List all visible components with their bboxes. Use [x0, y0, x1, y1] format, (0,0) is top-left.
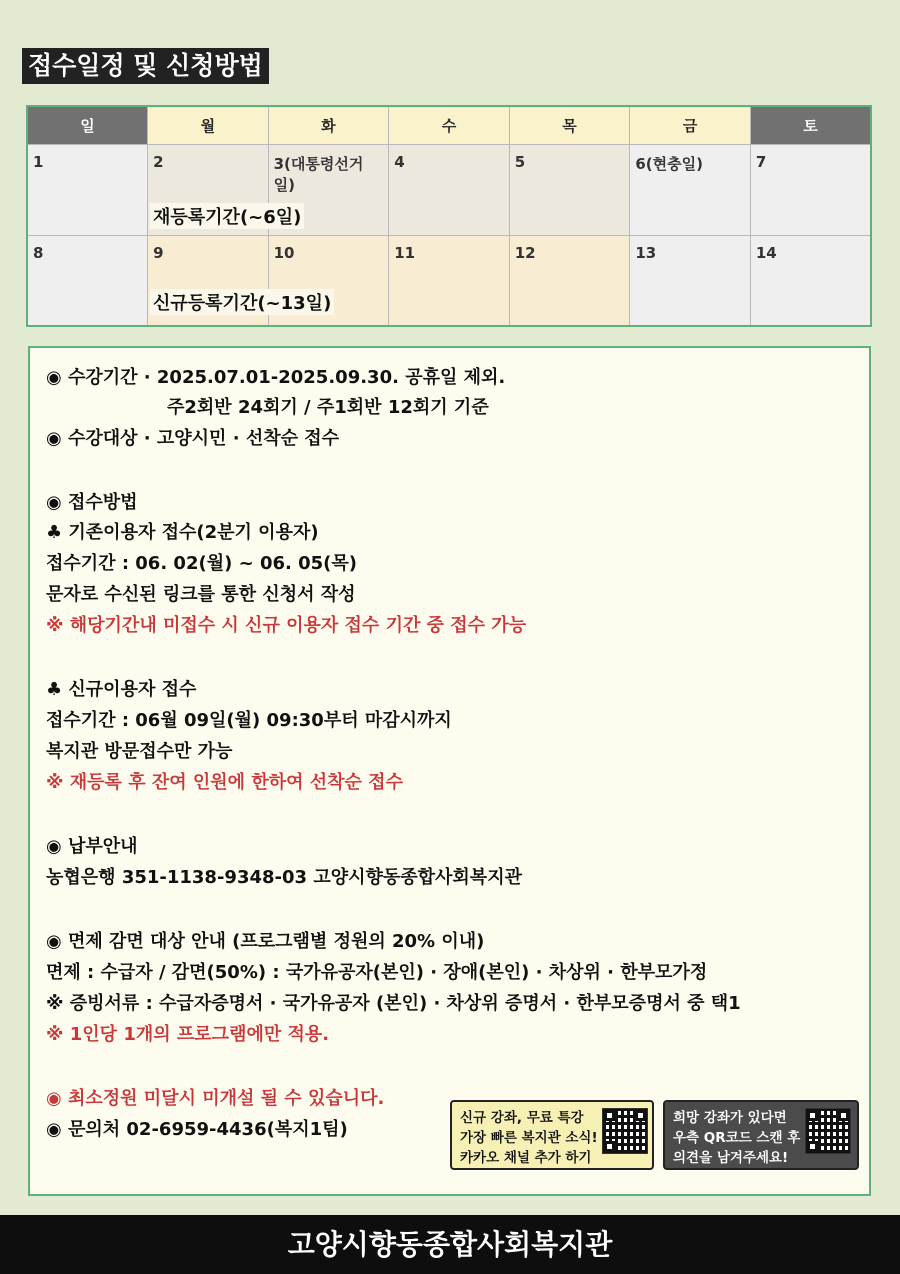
calendar-cell: 4	[389, 145, 510, 236]
existing-users-heading: ♣ 기존이용자 접수(2분기 이용자)	[46, 522, 319, 543]
kakao-channel-text: 신규 강좌, 무료 특강 가장 빠른 복지관 소식! 카카오 채널 추가 하기	[460, 1110, 598, 1166]
discount-heading: ◉ 면제 감면 대상 안내 (프로그램별 정원의 20% 이내)	[46, 931, 485, 952]
page-title: 접수일정 및 신청방법	[22, 48, 269, 84]
day-header-thu: 목	[509, 106, 630, 145]
discount-documents: ※ 증빙서류 : 수급자증명서 · 국가유공자 (본인) · 차상위 증명서 · 한부모증명서 중 택1	[46, 993, 741, 1014]
calendar-cell: 12	[509, 236, 630, 327]
contact-info: ◉ 문의처 02-6959-4436(복지1팀)	[46, 1119, 348, 1140]
qr-code-icon[interactable]	[805, 1108, 851, 1154]
new-users-note: ※ 재등록 후 잔여 인원에 한하여 선착순 접수	[46, 772, 403, 793]
day-header-mon: 월	[148, 106, 269, 145]
payment-heading: ◉ 납부안내	[46, 836, 138, 857]
info-period: ◉ 수강기간 · 2025.07.01-2025.09.30. 공휴일 제외.	[46, 367, 506, 388]
calendar-cell: 7	[750, 145, 871, 236]
calendar-cell-holiday: 6(현충일)	[630, 145, 751, 236]
calendar-cell: 2	[148, 145, 269, 236]
existing-users-note: ※ 해당기간내 미접수 시 신규 이용자 접수 기간 중 접수 가능	[46, 615, 527, 636]
discount-detail: 면제 : 수급자 / 감면(50%) : 국가유공자(본인) · 장애(본인) · 차상위 · 한부모가정	[46, 962, 708, 983]
day-header-wed: 수	[389, 106, 510, 145]
info-method: ◉ 접수방법	[46, 492, 138, 513]
new-registration-period: 신규등록기간(~13일)	[150, 289, 334, 315]
minimum-notice: ◉ 최소정원 미달시 미개설 될 수 있습니다.	[46, 1088, 385, 1109]
calendar-cell-holiday: 3(대통령선거일)	[268, 145, 389, 236]
calendar-cell: 5	[509, 145, 630, 236]
existing-users-method: 문자로 수신된 링크를 통한 신청서 작성	[46, 584, 356, 605]
bank-account: 농협은행 351-1138-9348-03 고양시향동종합사회복지관	[46, 867, 522, 888]
calendar-cell: 10	[268, 236, 389, 327]
new-users-period: 접수기간 : 06월 09일(월) 09:30부터 마감시까지	[46, 710, 452, 731]
day-header-sun: 일	[27, 106, 148, 145]
kakao-channel-box[interactable]	[450, 1100, 654, 1170]
feedback-text: 희망 강좌가 있다면 우측 QR코드 스캔 후 의견을 남겨주세요!	[673, 1110, 801, 1166]
footer-organization-name: 고양시향동종합사회복지관	[0, 1215, 900, 1274]
day-header-sat: 토	[750, 106, 871, 145]
day-header-tue: 화	[268, 106, 389, 145]
feedback-box[interactable]	[663, 1100, 859, 1170]
info-period-detail: 주2회반 24회기 / 주1회반 12회기 기준	[167, 397, 489, 418]
re-registration-period: 재등록기간(~6일)	[150, 203, 304, 229]
calendar-cell: 9	[148, 236, 269, 327]
calendar-cell: 1	[27, 145, 148, 236]
calendar-cell: 11	[389, 236, 510, 327]
calendar-cell: 8	[27, 236, 148, 327]
info-target: ◉ 수강대상 · 고양시민 · 선착순 접수	[46, 428, 340, 449]
day-header-fri: 금	[630, 106, 751, 145]
qr-code-icon[interactable]	[602, 1108, 648, 1154]
existing-users-period: 접수기간 : 06. 02(월) ~ 06. 05(목)	[46, 553, 357, 574]
new-users-method: 복지관 방문접수만 가능	[46, 741, 233, 762]
discount-note: ※ 1인당 1개의 프로그램에만 적용.	[46, 1024, 330, 1045]
calendar-cell: 13	[630, 236, 751, 327]
new-users-heading: ♣ 신규이용자 접수	[46, 679, 197, 700]
calendar-cell: 14	[750, 236, 871, 327]
info-panel	[28, 346, 871, 1196]
